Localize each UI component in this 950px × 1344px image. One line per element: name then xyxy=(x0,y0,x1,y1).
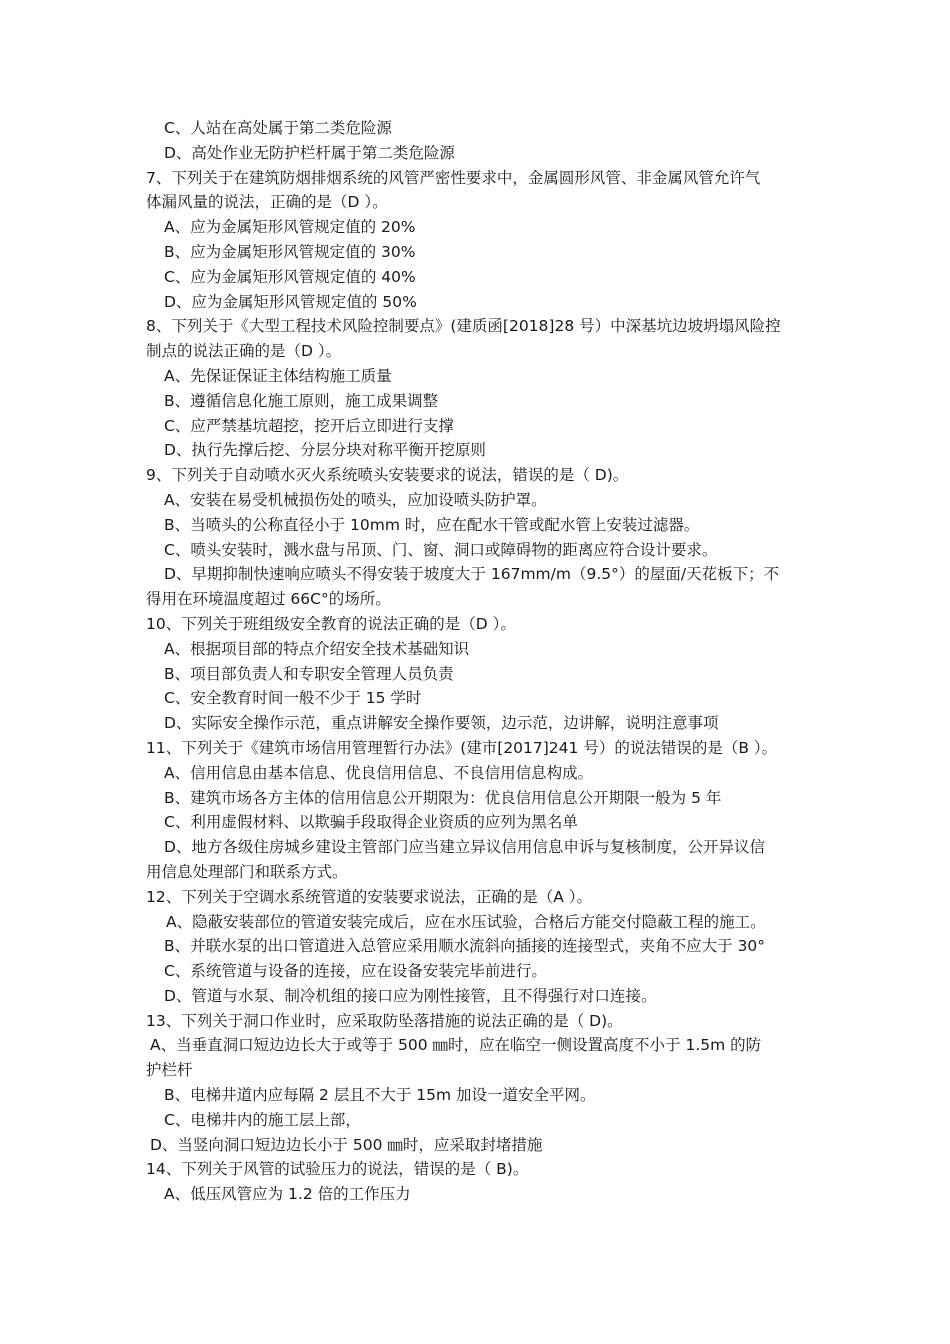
option-line: C、应严禁基坑超挖，挖开后立即进行支撑 xyxy=(164,416,454,435)
option-line: D、实际安全操作示范，重点讲解安全操作要领，边示范，边讲解，说明注意事项 xyxy=(164,714,719,733)
option-line: C、喷头安装时，溅水盘与吊顶、门、窗、洞口或障碍物的距离应符合设计要求。 xyxy=(164,540,718,559)
document-body xyxy=(146,116,816,1207)
option-line: D、当竖向洞口短边边长小于 500 ㎜时，应采取封堵措施 xyxy=(150,1135,543,1154)
option-line: A、信用信息由基本信息、优良信用信息、不良信用信息构成。 xyxy=(164,763,594,782)
question-continuation: 制点的说法正确的是（D ）。 xyxy=(146,342,342,361)
option-line: A、隐蔽安装部位的管道安装完成后，应在水压试验，合格后方能交付隐蔽工程的施工。 xyxy=(166,912,766,931)
option-continuation: 护栏杆 xyxy=(146,1061,193,1080)
question-line: 10、下列关于班组级安全教育的说法正确的是（D ）。 xyxy=(146,614,516,633)
question-line: 8、下列关于《大型工程技术风险控制要点》(建质函[2018]28 号）中深基坑边坡坍塌风险控 xyxy=(146,317,781,336)
option-line: D、高处作业无防护栏杆属于第二类危险源 xyxy=(164,143,455,162)
option-line: C、安全教育时间一般不少于 15 学时 xyxy=(164,689,422,708)
option-line: A、根据项目部的特点介绍安全技术基础知识 xyxy=(164,639,470,658)
question-line: 9、下列关于自动喷水灭火系统喷头安装要求的说法，错误的是（ D)。 xyxy=(146,466,629,485)
option-line: C、应为金属矩形风管规定值的 40% xyxy=(164,267,416,286)
question-line: 7、下列关于在建筑防烟排烟系统的风管严密性要求中，金属圆形风管、非金属风管允许气 xyxy=(146,168,761,187)
option-line: C、系统管道与设备的连接，应在设备安装完毕前进行。 xyxy=(164,962,547,981)
option-line: A、安装在易受机械损伤处的喷头，应加设喷头防护罩。 xyxy=(164,490,547,509)
question-line: 14、下列关于风管的试验压力的说法，错误的是（ B)。 xyxy=(146,1160,529,1179)
option-line: C、利用虚假材料、以欺骗手段取得企业资质的应列为黑名单 xyxy=(164,813,578,832)
option-line: B、应为金属矩形风管规定值的 30% xyxy=(164,242,416,261)
option-line: D、早期抑制快速响应喷头不得安装于坡度大于 167mm/m（9.5°）的屋面/天花板下；不 xyxy=(164,565,780,584)
option-line: B、并联水泵的出口管道进入总管应采用顺水流斜向插接的连接型式，夹角不应大于 30° xyxy=(164,937,766,956)
option-line: B、遵循信息化施工原则，施工成果调整 xyxy=(164,391,439,410)
option-line: A、当垂直洞口短边边长大于或等于 500 ㎜时，应在临空一侧设置高度不小于 1.5m 的防 xyxy=(150,1036,762,1055)
question-line: 11、下列关于《建筑市场信用管理暂行办法》(建市[2017]241 号）的说法错误的是（B ）。 xyxy=(146,738,778,757)
option-continuation: 用信息处理部门和联系方式。 xyxy=(146,862,348,881)
option-line: B、建筑市场各方主体的信用信息公开期限为：优良信用信息公开期限一般为 5 年 xyxy=(164,788,722,807)
option-line: D、管道与水泵、制冷机组的接口应为刚性接管，且不得强行对口连接。 xyxy=(164,986,657,1005)
question-continuation: 体漏风量的说法，正确的是（D ）。 xyxy=(146,193,388,212)
option-line: D、应为金属矩形风管规定值的 50% xyxy=(164,292,417,311)
option-line: B、当喷头的公称直径小于 10mm 时，应在配水干管或配水管上安装过滤器。 xyxy=(164,515,700,534)
question-line: 13、下列关于洞口作业时，应采取防坠落措施的说法正确的是（ D)。 xyxy=(146,1011,623,1030)
option-line: A、先保证保证主体结构施工质量 xyxy=(164,366,392,385)
option-line: D、执行先撑后挖、分层分块对称平衡开挖原则 xyxy=(164,441,486,460)
option-line: B、电梯井道内应每隔 2 层且不大于 15m 加设一道安全平网。 xyxy=(164,1086,596,1105)
option-line: A、应为金属矩形风管规定值的 20% xyxy=(164,218,416,237)
option-line: A、低压风管应为 1.2 倍的工作压力 xyxy=(164,1185,411,1204)
option-line: B、项目部负责人和专职安全管理人员负责 xyxy=(164,664,454,683)
question-line: 12、下列关于空调水系统管道的安装要求说法，正确的是（A ）。 xyxy=(146,887,593,906)
option-line: C、电梯井内的施工层上部， xyxy=(164,1110,361,1129)
option-continuation: 得用在环境温度超过 66C°的场所。 xyxy=(146,590,391,609)
option-line: D、地方各级住房城乡建设主管部门应当建立异议信用信息申诉与复核制度，公开异议信 xyxy=(164,838,765,857)
option-line: C、人站在高处属于第二类危险源 xyxy=(164,119,392,137)
